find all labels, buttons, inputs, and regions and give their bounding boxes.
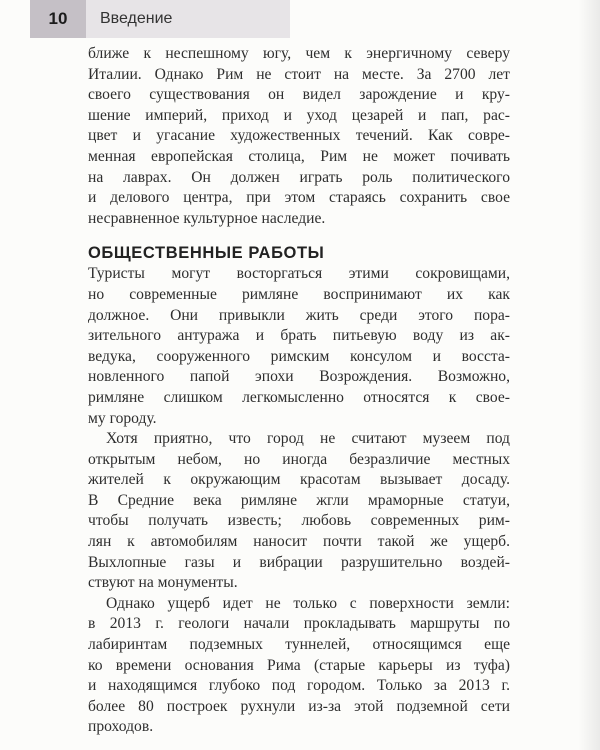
section-paragraphs [88,264,510,738]
text-line: Туристы могут восторгаться этими сокровищами, [88,265,510,283]
text-line: и находящимся глубоко под городом. Только за 2013 г. [88,677,510,695]
text-line: лабиринтам подземных туннелей, относящимся еще [88,636,510,654]
paragraph [88,264,510,429]
text-line: должное. Они привыкли жить среди этого пора- [88,306,510,324]
chapter-title: Введение [86,0,290,38]
text-line: ко времени основания Рима (старые карьеры из туфа) [88,656,510,674]
running-header [30,0,290,38]
text-line: своего существования он видел зарождение и кру- [88,86,510,104]
text-line: в 2013 г. геологи начали прокладывать маршруты по [88,615,510,633]
text-line: открытым небом, но иногда безразличие местных [88,450,510,468]
text-line: лян к автомобилям наносит почти такой же ущерб. [88,533,510,551]
text-line: новленного папой эпохи Возрождения. Возможно, [88,368,510,386]
text-line: ствуют на монументы. [88,574,238,592]
text-line: менная европейская столица, Рим не может почивать [88,147,510,165]
intro-paragraph [88,44,510,229]
section-heading: ОБЩЕСТВЕННЫЕ РАБОТЫ [88,244,325,263]
text-line: ближе к неспешному югу, чем к энергичному северу [88,45,510,62]
text-line: Италии. Однако Рим не стоит на месте. За 2700 лет [88,65,510,83]
text-line: несравненное культурное наследие. [88,209,326,227]
text-line: цвет и угасание художественных течений. Как совре- [88,127,510,145]
text-line: на лаврах. Он должен играть роль политического [88,168,510,186]
text-line: жителей к окружающим красотам вызывает досаду. [88,471,510,489]
page-body [88,44,510,738]
text-line: зительного антуража и брать питьевую воду из ак- [88,327,510,345]
text-line: но современные римляне воспринимают их как [88,285,510,303]
text-line: В Средние века римляне жгли мраморные статуи, [88,491,510,509]
text-line: римляне слишком легкомысленно относятся к свое- [88,388,510,406]
text-line: Выхлопные газы и вибрации разрушительно воздей- [88,553,510,571]
text-line: шение империй, приход и уход цезарей и пап, рас- [88,106,510,124]
text-line: Однако ущерб идет не только с поверхности земли: [106,594,510,612]
text-line: Хотя приятно, что город не считают музеем под [106,430,510,448]
text-line: и делового центра, при этом стараясь сохранить свое [88,189,510,207]
paragraph [88,429,510,594]
paragraph [88,594,510,738]
text-line: ведука, сооруженного римским консулом и восста- [88,347,510,365]
text-line: чтобы получать известь; любовь современных рим- [88,512,510,530]
text-line: более 80 построек рухнули из-за этой подземной сети [88,697,510,715]
page-number: 10 [30,0,86,38]
text-line: проходов. [88,718,154,736]
text-line: му городу. [88,409,157,427]
